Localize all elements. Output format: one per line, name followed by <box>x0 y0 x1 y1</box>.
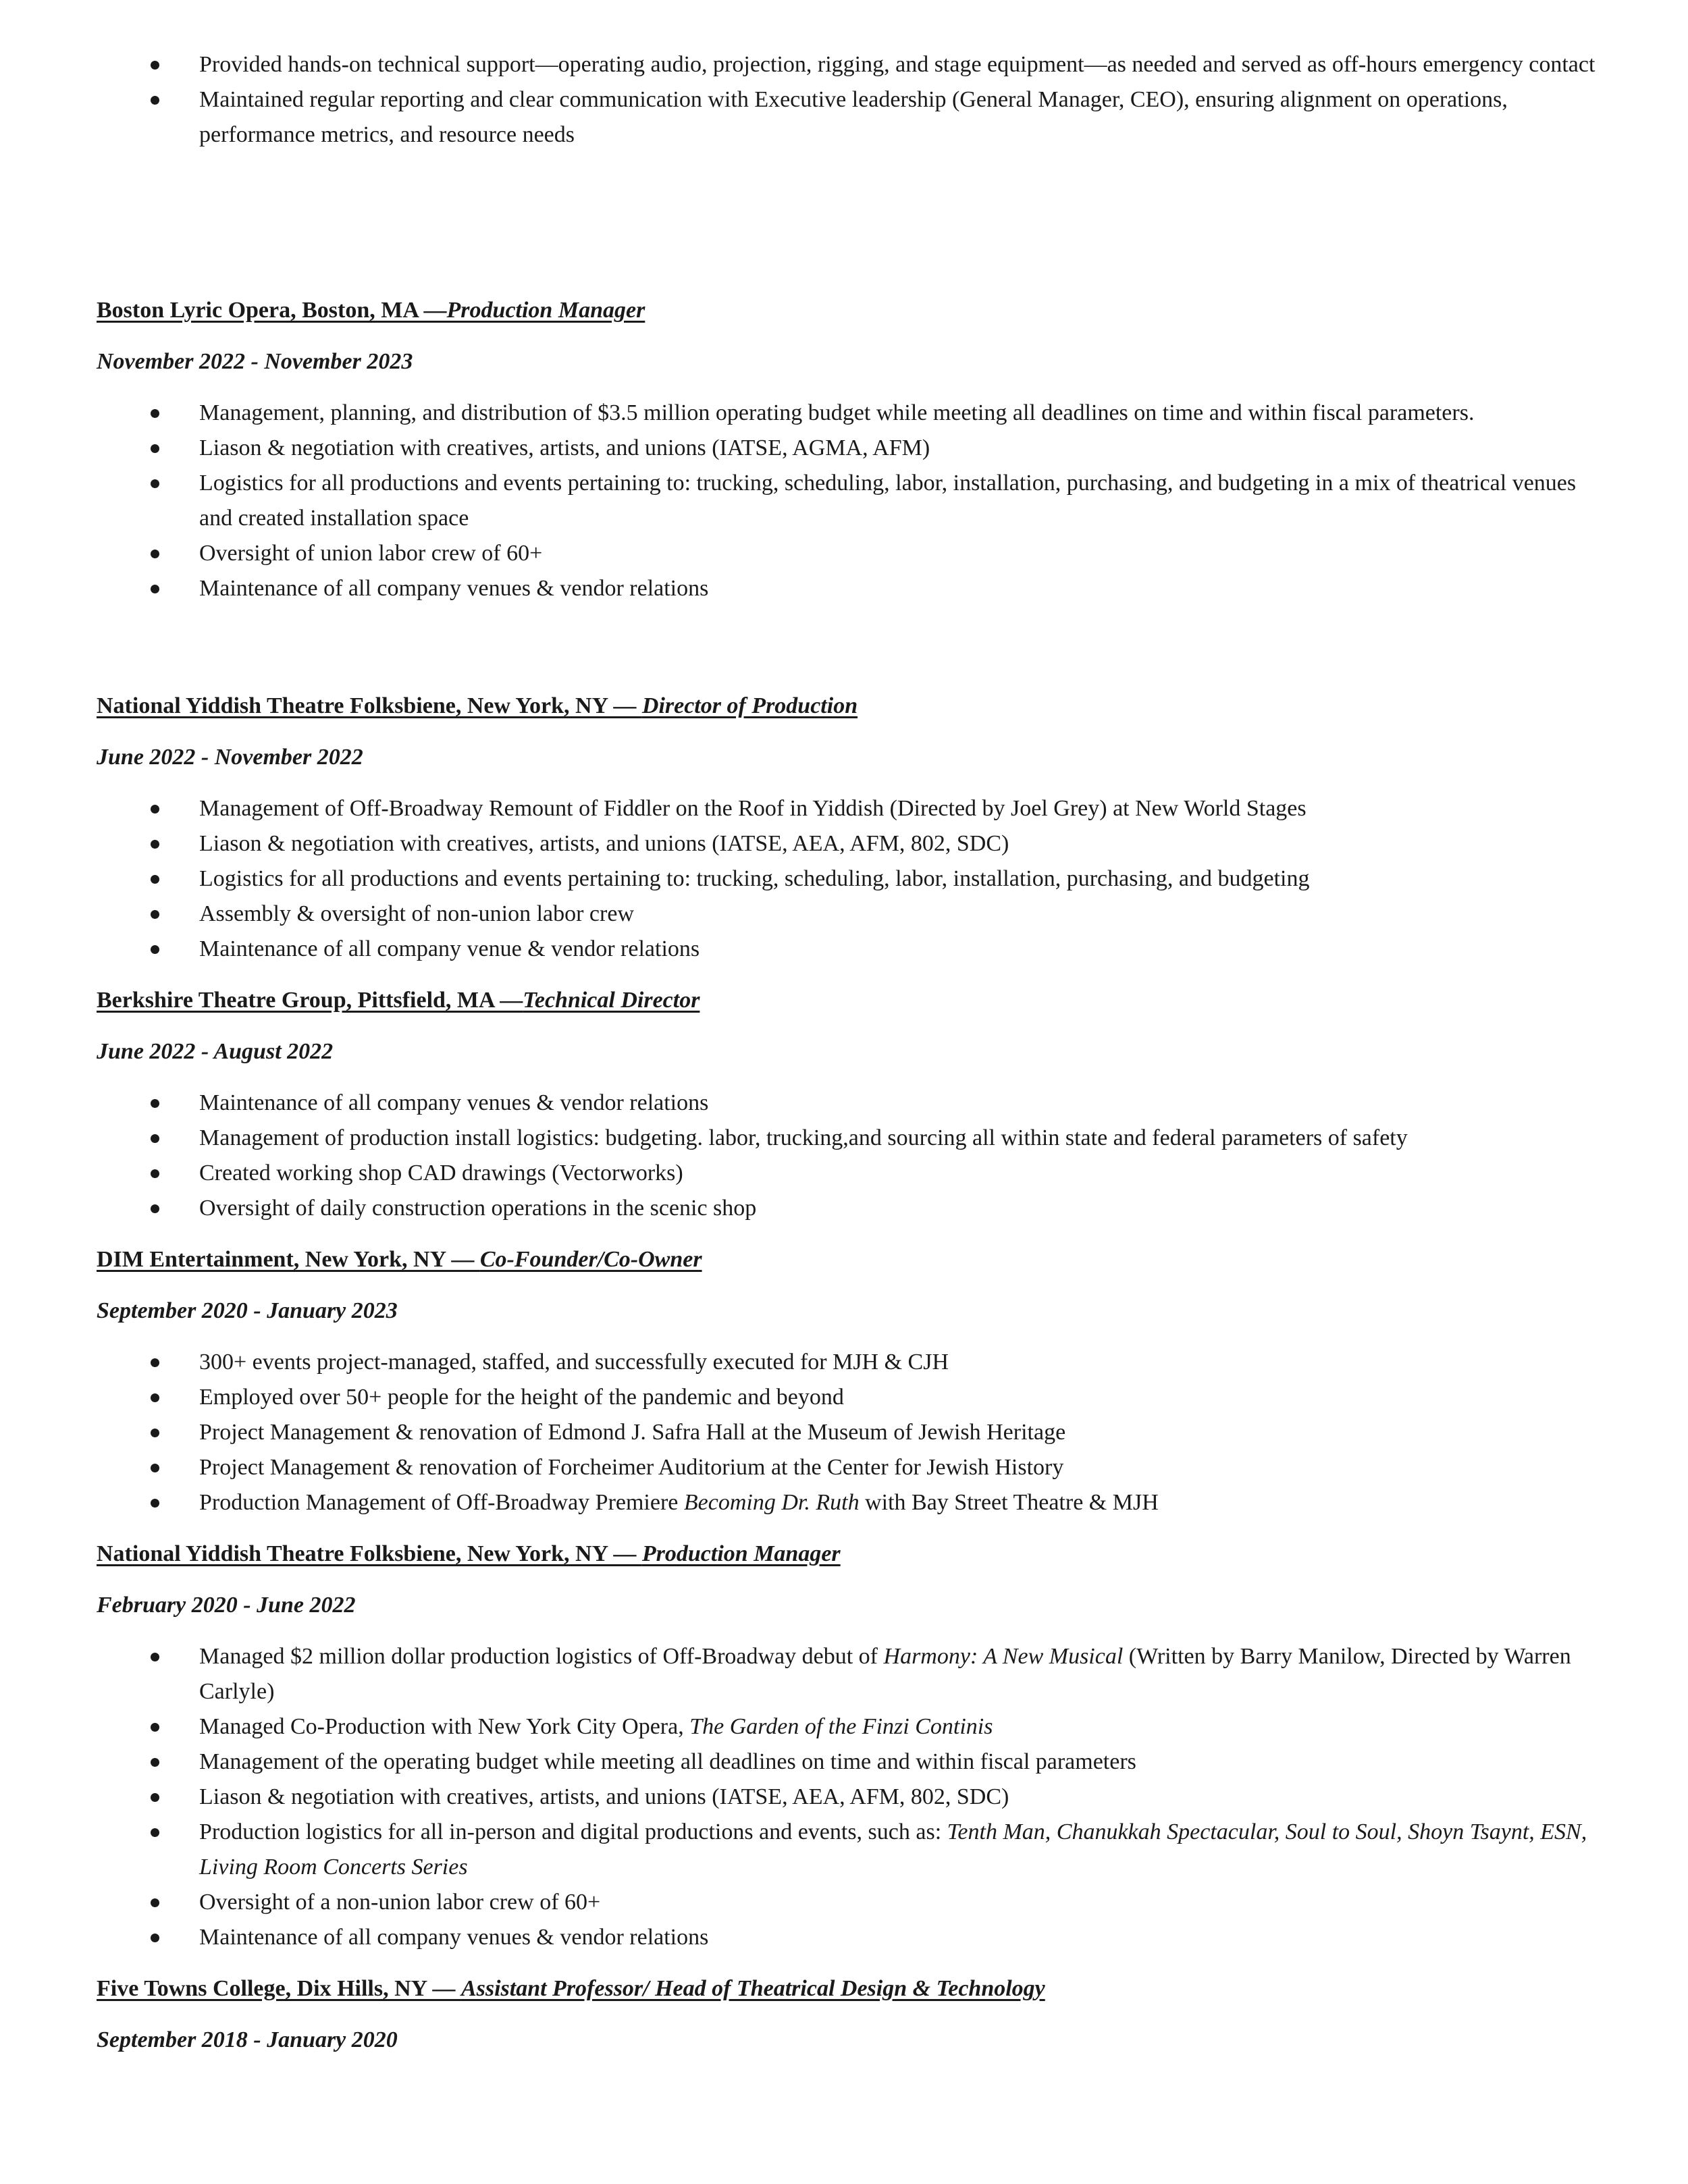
bullet-item <box>97 1485 1602 1520</box>
job-role: Production Manager <box>446 298 645 323</box>
bullet-text: Liason & negotiation with creatives, artists, and unions (IATSE, AEA, AFM, 802, SDC) <box>199 1784 1009 1809</box>
job-section <box>97 1537 1602 1955</box>
job-section <box>97 983 1602 1226</box>
bullet-text: Oversight of a non-union labor crew of 60+ <box>199 1890 601 1915</box>
bullet-dot-icon <box>151 805 159 814</box>
bullet-item <box>97 1885 1602 1920</box>
job-organization: National Yiddish Theatre Folksbiene, New York, NY — <box>97 693 642 718</box>
bullet-text: Management of Off-Broadway Remount of Fiddler on the Roof in Yiddish (Directed by Joel Grey) at New World Stages <box>199 796 1307 821</box>
bullet-item <box>97 82 1602 153</box>
title-text: Harmony: A New Musical <box>883 1644 1124 1669</box>
job-organization: National Yiddish Theatre Folksbiene, New York, NY — <box>97 1541 642 1566</box>
bullet-item <box>97 1780 1602 1815</box>
bullet-text: Management of the operating budget while meeting all deadlines on time and within fiscal parameters <box>199 1749 1136 1774</box>
bullet-text: Project Management & renovation of Forcheimer Auditorium at the Center for Jewish History <box>199 1455 1064 1480</box>
title-text: The Garden of the Finzi Continis <box>689 1714 993 1739</box>
job-dates: June 2022 - November 2022 <box>97 745 363 770</box>
bullet-text: Maintained regular reporting and clear communication with Executive leadership (General Manager, CEO), ensuring alignment on operations, performance metrics, and resource needs <box>199 87 1508 147</box>
bullet-dot-icon <box>151 875 159 884</box>
bullet-text: Assembly & oversight of non-union labor crew <box>199 901 634 926</box>
bullet-dot-icon <box>151 1099 159 1108</box>
bullet-item <box>97 1121 1602 1156</box>
bullet-item <box>97 1815 1602 1885</box>
bullet-item <box>97 1345 1602 1380</box>
bullet-dot-icon <box>151 1429 159 1437</box>
bullet-item <box>97 932 1602 967</box>
title-text: Tenth Man, Chanukkah Spectacular, Soul to Soul, Shoyn Tsaynt, ESN, Living Room Concerts Series <box>199 1819 1587 1880</box>
bullet-item <box>97 1639 1602 1709</box>
bullet-dot-icon <box>151 1204 159 1213</box>
job-section <box>97 689 1602 967</box>
job-organization: Five Towns College, Dix Hills, NY — <box>97 1976 461 2001</box>
job-organization: Boston Lyric Opera, Boston, MA — <box>97 298 447 323</box>
job-bullet-list <box>97 1345 1602 1520</box>
job-header <box>97 1537 1602 1572</box>
job-role: Technical Director <box>523 988 700 1013</box>
bullet-text: Logistics for all productions and events pertaining to: trucking, scheduling, labor, installation, purchasing, and budgeting <box>199 866 1310 891</box>
bullet-dot-icon <box>151 1828 159 1837</box>
job-dates: September 2018 - January 2020 <box>97 2027 398 2052</box>
bullet-dot-icon <box>151 409 159 418</box>
job-bullet-list <box>97 396 1602 606</box>
bullet-text: Managed Co-Production with New York City Opera, <box>199 1714 690 1739</box>
bullet-item <box>97 1450 1602 1485</box>
job-header <box>97 983 1602 1018</box>
bullet-text: Employed over 50+ people for the height of the pandemic and beyond <box>199 1385 844 1410</box>
bullet-item <box>97 1920 1602 1955</box>
title-text: Becoming Dr. Ruth <box>683 1490 860 1515</box>
bullet-text: Oversight of union labor crew of 60+ <box>199 541 543 566</box>
bullet-text: Maintenance of all company venues & vendor relations <box>199 1090 709 1115</box>
job-dates: September 2020 - January 2023 <box>97 1298 398 1323</box>
bullet-dot-icon <box>151 1898 159 1907</box>
job-dates: February 2020 - June 2022 <box>97 1593 356 1618</box>
job-role: Production Manager <box>641 1541 841 1566</box>
bullet-item <box>97 1086 1602 1121</box>
job-section <box>97 1242 1602 1520</box>
bullet-dot-icon <box>151 550 159 558</box>
job-header <box>97 1242 1602 1277</box>
bullet-text: Liason & negotiation with creatives, artists, and unions (IATSE, AEA, AFM, 802, SDC) <box>199 831 1009 856</box>
bullet-text: Maintenance of all company venues & vendor relations <box>199 1925 709 1950</box>
bullet-item <box>97 536 1602 571</box>
bullet-text: (Written by Barry Manilow, Directed by Warren Carlyle) <box>199 1644 1571 1704</box>
bullet-item <box>97 1415 1602 1450</box>
bullet-item <box>97 826 1602 861</box>
bullet-text: Oversight of daily construction operations in the scenic shop <box>199 1196 757 1221</box>
job-role: Assistant Professor/ Head of Theatrical Design & Technology <box>460 1976 1045 2001</box>
experience-list <box>97 293 1602 2058</box>
bullet-text: 300+ events project-managed, staffed, and successfully executed for MJH & CJH <box>199 1350 949 1375</box>
bullet-item <box>97 1156 1602 1191</box>
job-header <box>97 1971 1602 2006</box>
job-section <box>97 293 1602 606</box>
bullet-text: Maintenance of all company venues & vendor relations <box>199 576 709 601</box>
bullet-item <box>97 396 1602 431</box>
bullet-dot-icon <box>151 1393 159 1402</box>
bullet-text: Management of production install logistics: budgeting. labor, trucking,and sourcing all within state and federal parameters of safety <box>199 1125 1408 1150</box>
job-organization: DIM Entertainment, New York, NY — <box>97 1247 480 1272</box>
bullet-dot-icon <box>151 479 159 488</box>
bullet-dot-icon <box>151 945 159 954</box>
bullet-item <box>97 861 1602 897</box>
job-bullet-list <box>97 1086 1602 1226</box>
bullet-dot-icon <box>151 1653 159 1661</box>
bullet-text: Provided hands-on technical support—operating audio, projection, rigging, and stage equipment—as needed and served as off-hours emergency contact <box>199 52 1595 77</box>
bullet-text: Maintenance of all company venue & vendor relations <box>199 936 700 961</box>
job-dates: November 2022 - November 2023 <box>97 349 413 374</box>
bullet-item <box>97 571 1602 606</box>
bullet-dot-icon <box>151 1169 159 1178</box>
bullet-dot-icon <box>151 1358 159 1367</box>
bullet-text: with Bay Street Theatre & MJH <box>859 1490 1159 1515</box>
bullet-dot-icon <box>151 1758 159 1767</box>
bullet-dot-icon <box>151 910 159 919</box>
spacer <box>97 622 1602 689</box>
bullet-text: Project Management & renovation of Edmond J. Safra Hall at the Museum of Jewish Heritage <box>199 1420 1066 1445</box>
job-organization: Berkshire Theatre Group, Pittsfield, MA — <box>97 988 523 1013</box>
bullet-item <box>97 466 1602 536</box>
bullet-text: Managed $2 million dollar production logistics of Off-Broadway debut of <box>199 1644 884 1669</box>
bullet-item <box>97 791 1602 826</box>
bullet-dot-icon <box>151 1793 159 1802</box>
bullet-dot-icon <box>151 840 159 849</box>
bullet-dot-icon <box>151 1934 159 1942</box>
bullet-text: Created working shop CAD drawings (Vectorworks) <box>199 1161 683 1186</box>
bullet-dot-icon <box>151 61 159 70</box>
bullet-dot-icon <box>151 444 159 453</box>
bullet-text: Production Management of Off-Broadway Premiere <box>199 1490 684 1515</box>
bullet-item <box>97 1744 1602 1780</box>
bullet-dot-icon <box>151 1464 159 1472</box>
bullet-dot-icon <box>151 585 159 593</box>
bullet-text: Management, planning, and distribution of $3.5 million operating budget while meeting all deadlines on time and within fiscal parameters. <box>199 400 1475 425</box>
bullet-text: Liason & negotiation with creatives, artists, and unions (IATSE, AGMA, AFM) <box>199 435 930 460</box>
job-header <box>97 689 1602 724</box>
job-section <box>97 1971 1602 2058</box>
bullet-item <box>97 1709 1602 1744</box>
bullet-item <box>97 431 1602 466</box>
bullet-dot-icon <box>151 1499 159 1508</box>
bullet-item <box>97 47 1602 82</box>
intro-bullet-list <box>97 47 1602 153</box>
bullet-text: Production logistics for all in-person and digital productions and events, such as: <box>199 1819 947 1844</box>
job-header <box>97 293 1602 328</box>
job-role: Director of Production <box>641 693 858 718</box>
resume-content <box>97 47 1602 2074</box>
bullet-item <box>97 897 1602 932</box>
bullet-dot-icon <box>151 96 159 105</box>
job-dates: June 2022 - August 2022 <box>97 1039 334 1064</box>
bullet-item <box>97 1191 1602 1226</box>
job-bullet-list <box>97 791 1602 967</box>
bullet-dot-icon <box>151 1723 159 1732</box>
bullet-item <box>97 1380 1602 1415</box>
bullet-text: Logistics for all productions and events pertaining to: trucking, scheduling, labor, installation, purchasing, and budgeting in a mix of theatrical venues and created installation space <box>199 471 1577 531</box>
bullet-dot-icon <box>151 1134 159 1143</box>
job-bullet-list <box>97 1639 1602 1955</box>
spacer <box>97 153 1602 293</box>
job-role: Co-Founder/Co-Owner <box>479 1247 702 1272</box>
